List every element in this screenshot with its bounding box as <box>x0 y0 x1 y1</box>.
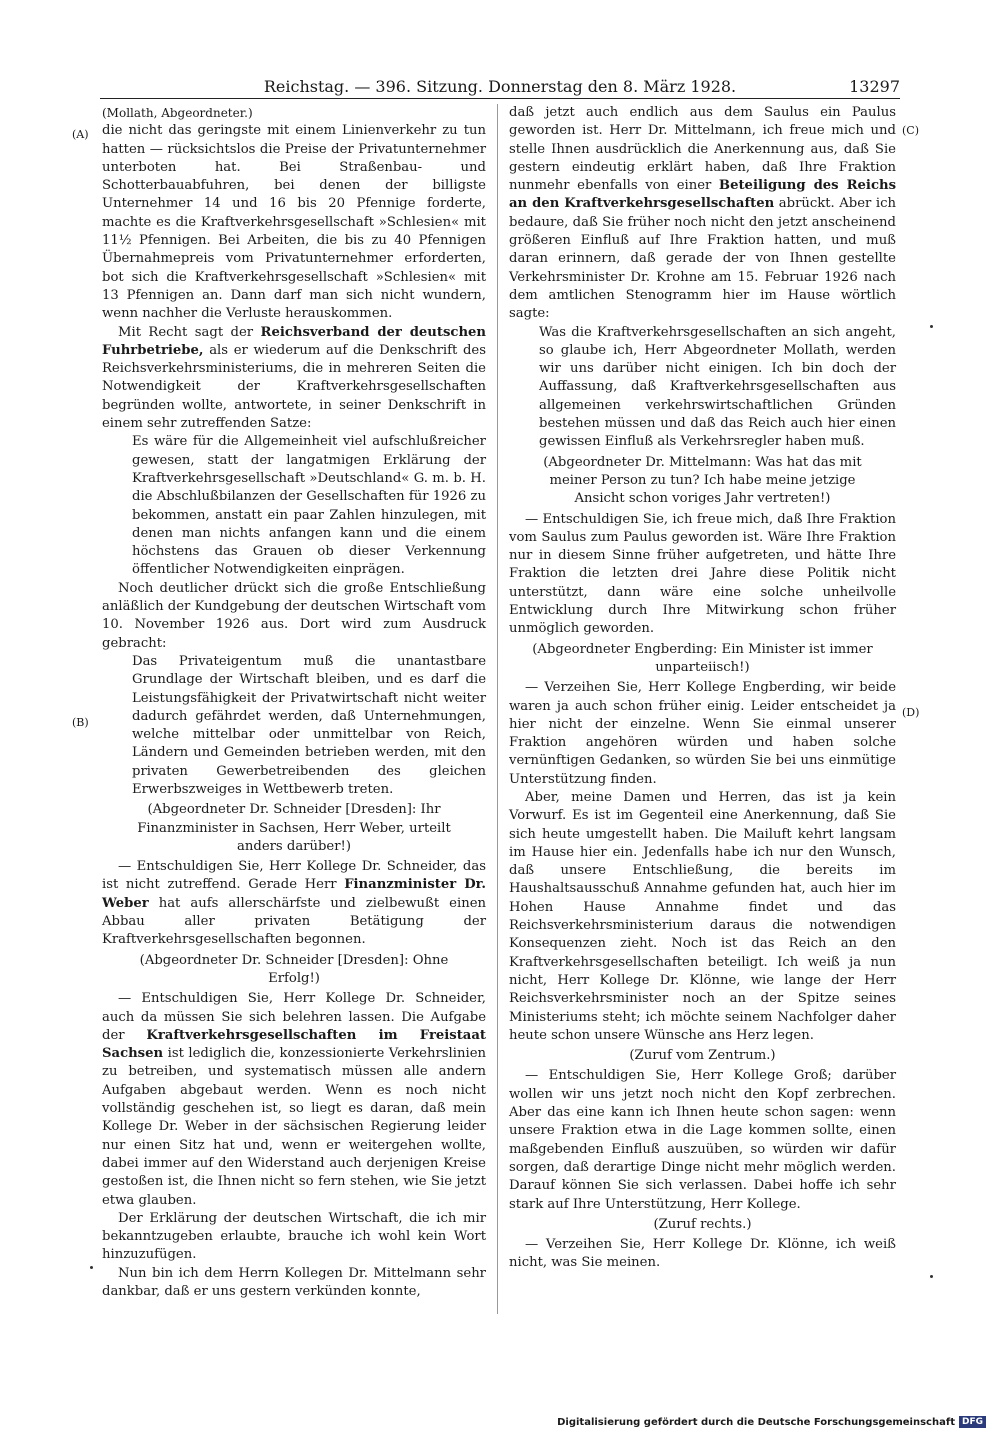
interjection: (Abgeordneter Engberding: Ein Minister ist immer unparteiisch!) <box>532 641 873 675</box>
margin-dot <box>930 1275 933 1278</box>
quotation: Das Privateigentum muß die unantastbare Grundlage der Wirtschaft bleiben, und es darf die Leistungsfähigkeit der Privatwirtschaft nicht weiter dadurch gefährdet werden, daß Unternehmungen, welche mittelbar oder unmittelbar von Reich, Ländern und Gemeinden betrieben werden, mit den privaten Gewerbetreibenden des gleichen Erwerbszweiges in Wettbewerb treten. <box>132 653 486 797</box>
margin-dot <box>90 1266 93 1269</box>
paragraph: die nicht das geringste mit einem Linienverkehr zu tun hatten — rücksichtslos die Preise der Privatunternehmer unterboten hat. Bei Straßenbau- und Schotterbauabfuhren, bei denen der billigste Unternehmer 14 und 16 bis 20 Pfennige forderte, machte es die Kraftverkehrsgesellschaft »Schlesien« mit 11½ Pfennigen. Bei Arbeiten, die bis zu 40 Pfennigen Übernahmepreis vom Privatunternehmer erforderten, bot sich die Kraftverkehrsgesellschaft »Schlesien« mit 13 Pfennigen an. Dann darf man sich nicht wundern, wenn nachher die Verluste herauskommen. <box>102 123 486 322</box>
paragraph: Der Erklärung der deutschen Wirtschaft, die ich mir bekanntzugeben erlaubte, brauche ich wohl kein Wort hinzuzufügen. <box>102 1210 486 1263</box>
page-header <box>100 76 900 98</box>
interjection: (Abgeordneter Dr. Schneider [Dresden]: Ohne Erfolg!) <box>139 952 449 986</box>
right-column <box>509 104 896 1273</box>
margin-marker-b: (B) <box>72 716 89 729</box>
margin-marker-a: (A) <box>72 128 89 141</box>
credit-text: Digitalisierung gefördert durch die Deutsche Forschungsgemeinschaft <box>557 1416 955 1428</box>
paragraph: daß jetzt auch endlich aus dem Saulus ein Paulus geworden ist. Herr Dr. Mittelmann, ich freue mich und stelle Ihnen ausdrücklich die Anerkennung aus, daß Sie gestern eindeutig erklärt haben, daß Ihre Fraktion nunmehr ebenfalls von einer Beteiligung des Reichs an den Kraftverkehrsgesellschaften abrückt. Aber ich bedaure, daß Sie früher noch nicht den jetzt anscheinend größeren Einfluß auf Ihre Fraktion hatten, und muß daran erinnern, daß gerade der von Ihnen gestellte Verkehrsminister Dr. Krohne am 15. Februar 1926 nach dem amtlichen Stenogramm hier im Hause wörtlich sagte: <box>509 105 897 322</box>
dfg-logo: DFG <box>959 1416 986 1428</box>
emphasis: Kraftverkehrsgesellschaften im Freistaat Sachsen <box>102 1027 486 1062</box>
paragraph: Nun bin ich dem Herrn Kollegen Dr. Mittelmann sehr dankbar, daß er uns gestern verkünden konnte, <box>102 1265 486 1299</box>
emphasis: Beteiligung des Reichs an den Kraftverkehrsgesellschaften <box>509 178 896 212</box>
paragraph: — Entschuldigen Sie, ich freue mich, daß Ihre Fraktion vom Saulus zum Paulus geworden ist. Wäre Ihre Fraktion nur in diesem Sinne früher aufgetreten, und hätte Ihre Fraktion die letzten drei Jahre diese Politik nicht unterstützt, dann wäre eine solche unheilvolle Entwicklung durch Ihre Mitwirkung schon früher unmöglich geworden. <box>509 511 896 637</box>
paragraph: — Entschuldigen Sie, Herr Kollege Dr. Schneider, auch da müssen Sie sich belehren lassen. Die Aufgabe der Kraftverkehrsgesellschaften im Freistaat Sachsen ist lediglich die, konzessionierte Verkehrslinien zu betreiben, und systematisch müssen alle andern Aufgaben abgebaut werden. Wenn es noch nicht vollständig geschehen ist, so liegt es daran, daß mein Kollege Dr. Weber in der sächsischen Regierung leider nur einen Sitz hat und, wenn er weitergehen wollte, dabei immer auf den Widerstand auch derjenigen Kreise gestoßen ist, die Ihnen nicht so fern stehen, wie Sie jetzt etwa glauben. <box>102 991 486 1208</box>
emphasis: Finanzminister Dr. Weber <box>102 877 486 911</box>
interjection: (Zuruf vom Zentrum.) <box>629 1048 776 1064</box>
emphasis: Reichsverband der deutschen Fuhrbetriebe, <box>102 324 487 358</box>
margin-marker-c: (C) <box>902 124 919 137</box>
interjection: (Zuruf rechts.) <box>653 1216 752 1232</box>
interjection: (Abgeordneter Dr. Schneider [Dresden]: Ihr Finanzminister in Sachsen, Herr Weber, urteilt anders darüber!) <box>137 802 451 854</box>
paragraph: Mit Recht sagt der Reichsverband der deutschen Fuhrbetriebe, als er wiederum auf die Denkschrift des Reichsverkehrsministeriums, die in mehreren Seiten die Notwendigkeit der Kraftverkehrsgesellschaften begründen wollte, antwortete, in seiner Denkschrift in einem sehr zutreffenden Satze: <box>102 324 487 432</box>
left-column <box>102 104 486 1301</box>
page-number: 13297 <box>849 77 900 96</box>
digitization-credit <box>557 1416 986 1428</box>
quotation: Was die Kraftverkehrsgesellschaften an sich angeht, so glaube ich, Herr Abgeordneter Mollath, werden wir uns darüber nicht einigen. Ich bin doch der Auffassung, daß Kraftverkehrsgesellschaften aus allgemeinen verkehrswirtschaftlichen Gründen bestehen müssen und daß das Reich auch hier einen gewissen Einfluß als Verkehrsregler haben muß. <box>539 324 896 450</box>
speaker-label: (Mollath, Abgeordneter.) <box>102 106 253 120</box>
margin-dot <box>930 325 933 328</box>
margin-marker-d: (D) <box>902 706 920 719</box>
quotation: Es wäre für die Allgemeinheit viel aufschlußreicher gewesen, statt der langatmigen Erklärung der Kraftverkehrsgesellschaft »Deutschland« G. m. b. H. die Abschlußbilanzen der Gesellschaften für 1926 zu bekommen, anstatt ein paar Zahlen hinzulegen, mit denen man nichts anfangen kann und die einem höchstens das Grauen ob dieser Verkennung öffentlicher Notwendigkeiten einprägen. <box>132 434 486 578</box>
header-rule <box>100 98 900 99</box>
paragraph: Noch deutlicher drückt sich die große Entschließung anläßlich der Kundgebung der deutschen Wirtschaft vom 10. November 1926 aus. Dort wird zum Ausdruck gebracht: <box>102 580 486 651</box>
column-divider <box>497 104 498 1314</box>
paragraph: — Verzeihen Sie, Herr Kollege Engberding, wir beide waren ja auch schon früher einig. Leider entscheidet ja hier nicht der einzelne. Wenn Sie einmal unserer Fraktion angehören würden und haben solche vernünftigen Gedanken, so würden Sie bei uns einmütige Unterstützung finden. <box>509 680 896 787</box>
paragraph: — Entschuldigen Sie, Herr Kollege Groß; darüber wollen wir uns jetzt noch nicht den Kopf zerbrechen. Aber das eine kann ich Ihnen heute schon sagen: wenn unsere Fraktion etwa in die Lage kommen sollte, einen maßgebenden Einfluß auszuüben, so würden wir dafür sorgen, daß derartige Dinge nicht mehr möglich werden. Darauf können Sie sich verlassen. Dabei hoffe ich sehr stark auf Ihre Unterstützung, Herr Kollege. <box>509 1068 896 1212</box>
interjection: (Abgeordneter Dr. Mittelmann: Was hat das mit meiner Person zu tun? Ich habe meine jetzige Ansicht schon voriges Jahr vertreten!) <box>543 454 862 507</box>
header-title: Reichstag. — 396. Sitzung. Donnerstag den 8. März 1928. <box>263 77 737 96</box>
paragraph: Aber, meine Damen und Herren, das ist ja kein Vorwurf. Es ist im Gegenteil eine Anerkennung, daß Sie sich heute umgestellt haben. Die Mailuft kehrt langsam im Hause hier ein. Jedenfalls habe ich nur den Wunsch, daß unsere Entschließung, die bereits im Haushaltsausschuß Annahme gefunden hat, auch hier im Hohen Hause Annahme findet und das Reichsverkehrsministerium daraus die notwendigen Konsequenzen zieht. Noch ist das Reich an den Kraftverkehrsgesellschaften beteiligt. Ich weiß ja nun nicht, Herr Kollege Dr. Klönne, wie lange der Herr Reichsverkehrsminister noch an der Spitze seines Ministeriums steht; ich möchte seinem Nachfolger daher heute schon unsere Wünsche ans Herz legen. <box>509 789 896 1043</box>
paragraph: — Entschuldigen Sie, Herr Kollege Dr. Schneider, das ist nicht zutreffend. Gerade Herr Finanzminister Dr. Weber hat aufs allerschärfste und zielbewußt einen Abbau aller privaten Betätigung der Kraftverkehrsgesellschaften begonnen. <box>102 859 486 948</box>
paragraph: — Verzeihen Sie, Herr Kollege Dr. Klönne, ich weiß nicht, was Sie meinen. <box>509 1237 896 1271</box>
